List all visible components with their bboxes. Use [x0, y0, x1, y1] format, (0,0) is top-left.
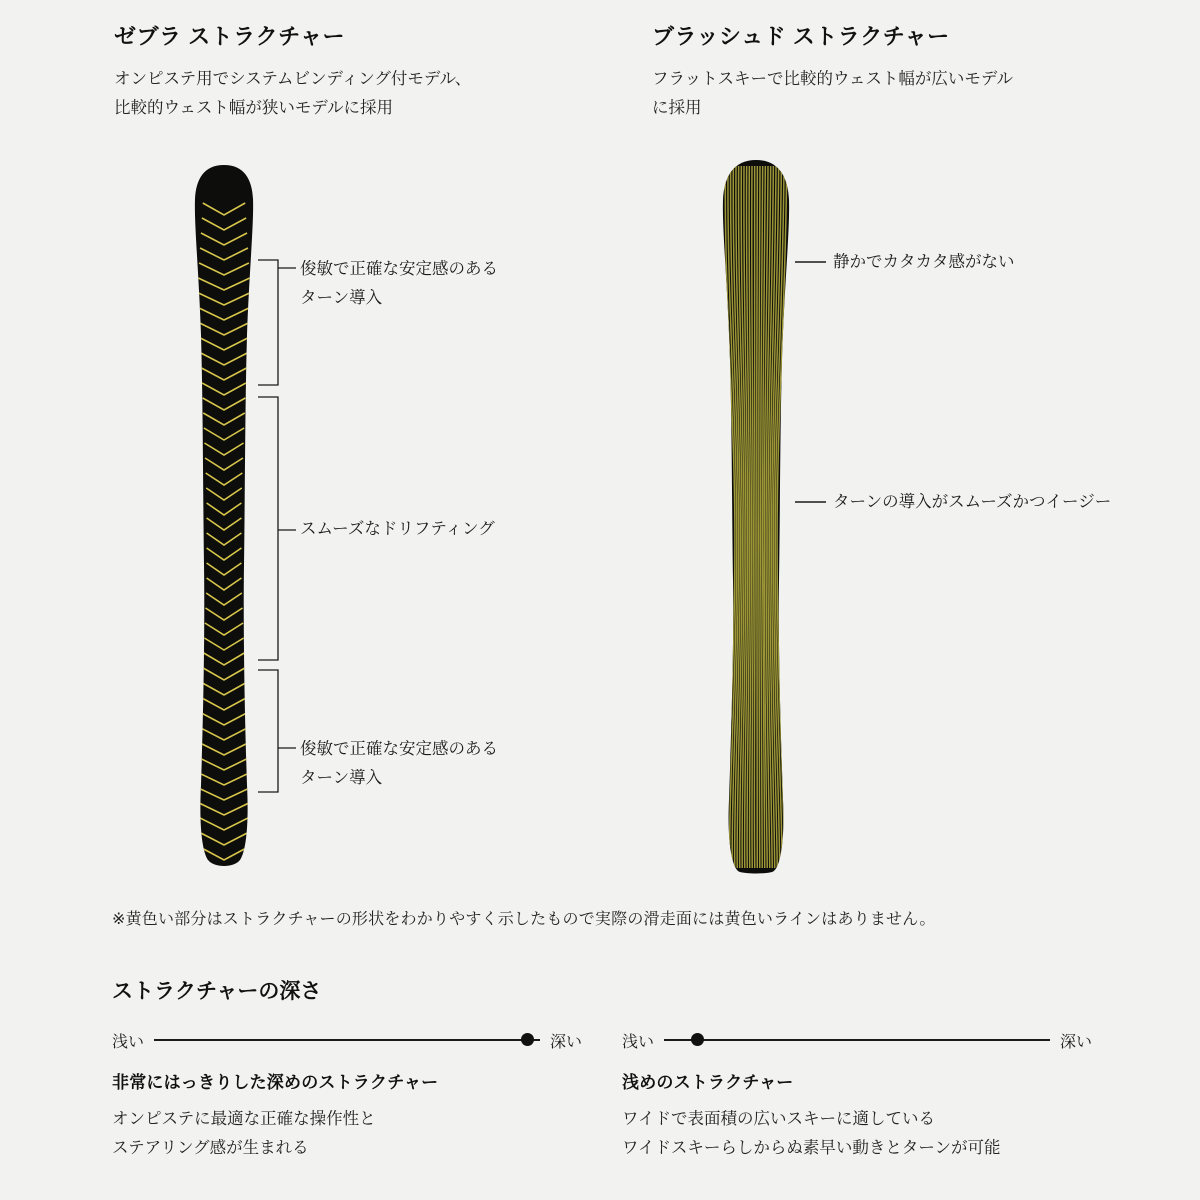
depth-scale-shallow-label: 浅い	[112, 1033, 145, 1051]
depth-text-brushed	[622, 1105, 1092, 1163]
depth-text-zebra-line2: ステアリング感が生まれる	[112, 1138, 309, 1157]
depth-scale-marker	[521, 1033, 534, 1046]
brushed-description	[652, 65, 1122, 123]
depth-scale-line	[154, 1039, 540, 1041]
depth-scale-track	[154, 1031, 540, 1049]
zebra-callout-bottom-line2: ターン導入	[300, 768, 383, 787]
depth-text-brushed-line2: ワイドスキーらしからぬ素早い動きとターンが可能	[622, 1138, 1001, 1157]
depth-scale-shallow-label: 浅い	[622, 1033, 655, 1051]
brushed-structure-heading	[652, 20, 1122, 123]
zebra-structure-heading	[114, 20, 584, 123]
depth-heading-brushed: 浅めのストラクチャー	[622, 1073, 794, 1092]
brushed-callout-middle	[833, 488, 1183, 517]
depth-text-zebra-line1: オンピステに最適な正確な操作性と	[112, 1110, 376, 1128]
zebra-callout-top	[300, 255, 560, 313]
zebra-callout-bottom	[300, 735, 560, 793]
zebra-callout-bottom-line1: 俊敏で正確な安定感のある	[300, 740, 498, 758]
zebra-callout-middle-line1: スムーズなドリフティング	[300, 520, 495, 538]
depth-scale-deep-label: 深い	[549, 1033, 582, 1051]
depth-scale-deep-label: 深い	[1059, 1033, 1092, 1051]
depth-scale-line	[664, 1039, 1050, 1041]
depth-scale-track	[664, 1031, 1050, 1049]
brushed-ski-illustration	[718, 160, 794, 875]
zebra-callout-top-line2: ターン導入	[300, 288, 383, 307]
brushed-title: ブラッシュド ストラクチャー	[652, 24, 950, 49]
yellow-line-note: ※黄色い部分はストラクチャーの形状をわかりやすく示したもので実際の滑走面には黄色いラインはありません。	[112, 911, 936, 928]
depth-text-zebra	[112, 1105, 582, 1163]
zebra-description-line2: 比較的ウェスト幅が狭いモデルに採用	[114, 98, 394, 117]
zebra-description	[114, 65, 584, 123]
brushed-callout-top	[833, 248, 1163, 277]
zebra-title: ゼブラ ストラクチャー	[114, 24, 345, 49]
depth-text-brushed-line1: ワイドで表面積の広いスキーに適している	[622, 1110, 936, 1128]
depth-block-brushed	[622, 1028, 1092, 1163]
depth-scale-zebra	[112, 1028, 582, 1052]
brushed-callout-top-line1: 静かでカタカタ感がない	[833, 253, 1015, 271]
zebra-callout-top-line1: 俊敏で正確な安定感のある	[300, 260, 498, 278]
depth-scale-marker	[691, 1033, 704, 1046]
brushed-callout-middle-line1: ターンの導入がスムーズかつイージー	[833, 493, 1112, 511]
zebra-ski-illustration	[192, 165, 256, 870]
brushed-description-line2: に採用	[652, 98, 702, 117]
zebra-description-line1: オンピステ用でシステムビンディング付モデル、	[114, 70, 472, 88]
brushed-description-line1: フラットスキーで比較的ウェスト幅が広いモデル	[652, 70, 1014, 88]
depth-section-title: ストラクチャーの深さ	[112, 980, 322, 1003]
depth-heading-zebra: 非常にはっきりした深めのストラクチャー	[112, 1073, 439, 1092]
depth-block-zebra	[112, 1028, 582, 1163]
depth-scale-brushed	[622, 1028, 1092, 1052]
zebra-callout-middle	[300, 515, 560, 544]
